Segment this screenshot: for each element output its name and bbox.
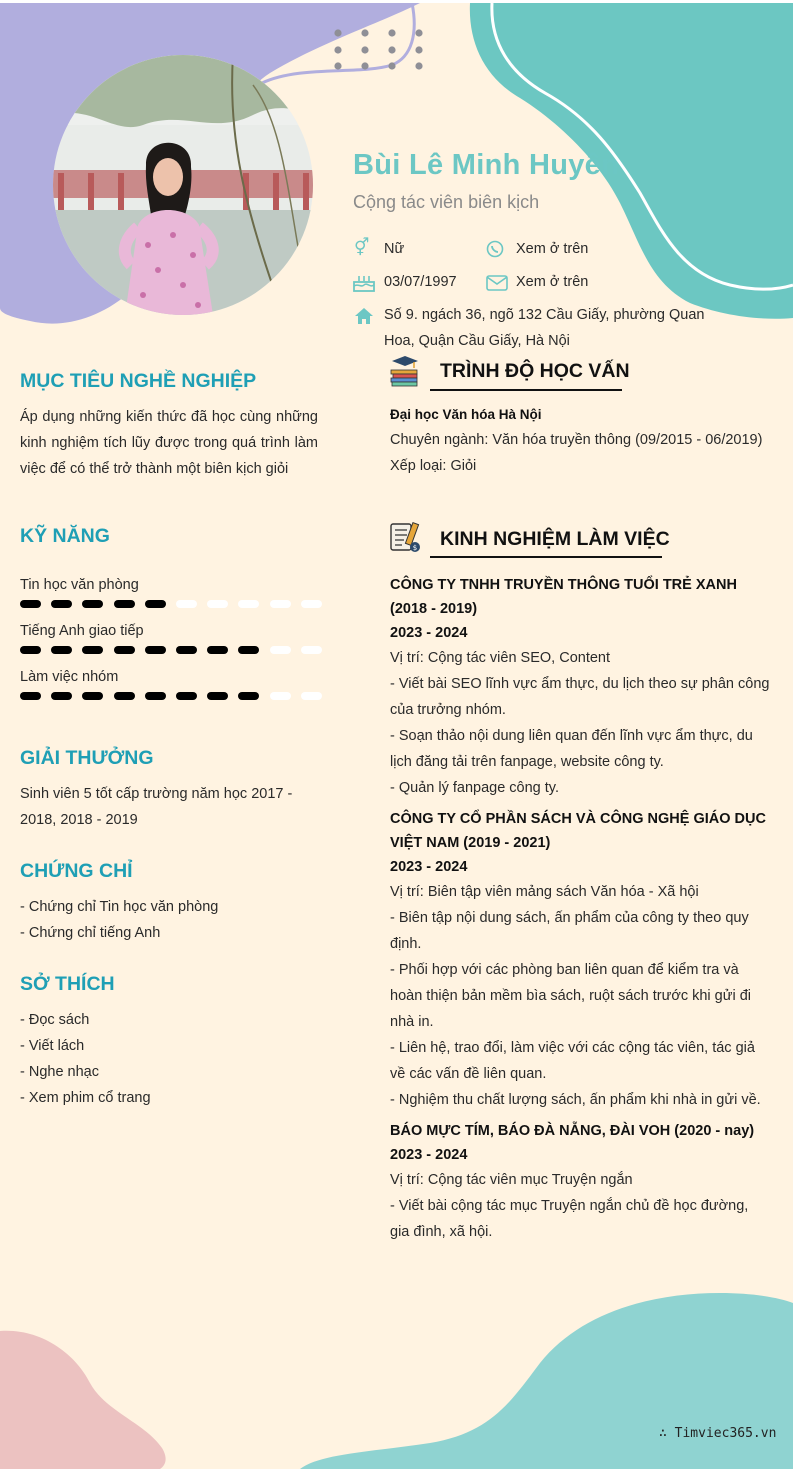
job-years: 2023 - 2024 <box>390 859 468 875</box>
skill-dot-filled <box>20 646 41 654</box>
job-company: BÁO MỰC TÍM, BÁO ĐÀ NẴNG, ĐÀI VOH (2020 - nay) <box>390 1123 755 1139</box>
job-company: CÔNG TY TNHH TRUYỀN THÔNG TUỔI TRẺ XANH (2018 - 2019) <box>390 577 737 617</box>
gender-value: Nữ <box>384 241 405 257</box>
objective-title: MỤC TIÊU NGHỀ NGHIỆP <box>20 370 257 392</box>
skill-dot-filled <box>145 692 166 700</box>
education-underline <box>430 389 622 391</box>
skill-dot-filled <box>114 600 135 608</box>
envelope-icon <box>486 269 508 295</box>
skill-dot-empty <box>301 692 322 700</box>
job-item <box>390 1119 770 1245</box>
home-icon <box>354 302 374 328</box>
skill-name: Tin học văn phòng <box>20 577 139 593</box>
notebook-icon <box>388 519 422 553</box>
skill-dot-empty <box>270 600 291 608</box>
skill-dot-filled <box>176 692 197 700</box>
job-line: - Viết bài SEO lĩnh vực ẩm thực, du lịch theo sự phân công của trưởng nhóm. <box>390 676 770 718</box>
school-name: Đại học Văn hóa Hà Nội <box>390 407 542 422</box>
skill-dot-empty <box>238 600 259 608</box>
skill-dot-filled <box>207 646 228 654</box>
skill-dot-filled <box>145 600 166 608</box>
job-company: CÔNG TY CỔ PHẦN SÁCH VÀ CÔNG NGHỆ GIÁO DỤC VIỆT NAM (2019 - 2021) <box>390 811 766 851</box>
skill-name: Tiếng Anh giao tiếp <box>20 623 144 639</box>
skill-name: Làm việc nhóm <box>20 669 119 685</box>
skill-dot-filled <box>145 646 166 654</box>
job-line: - Liên hệ, trao đổi, làm việc với các cộng tác viên, tác giả về các vấn đề liên quan. <box>390 1040 755 1082</box>
skill-dot-filled <box>82 646 103 654</box>
skill-dot-filled <box>51 646 72 654</box>
gender-icon: ⚥ <box>354 238 370 257</box>
education-title: TRÌNH ĐỘ HỌC VẤN <box>440 360 630 382</box>
job-item <box>390 807 770 1113</box>
job-line: Vị trí: Biên tập viên mảng sách Văn hóa - Xã hội <box>390 884 699 900</box>
job-line: - Nghiệm thu chất lượng sách, ấn phẩm khi nhà in gửi về. <box>390 1092 761 1108</box>
skill-rating <box>20 597 320 611</box>
skill-dot-filled <box>82 600 103 608</box>
skill-dot-filled <box>176 646 197 654</box>
skill-dot-filled <box>207 692 228 700</box>
skill-dot-filled <box>238 692 259 700</box>
skill-dot-empty <box>301 600 322 608</box>
birthday-value: 03/07/1997 <box>384 274 457 290</box>
skill-dot-empty <box>207 600 228 608</box>
cv-page <box>0 3 793 1469</box>
certificates-title: CHỨNG CHỈ <box>20 860 133 882</box>
candidate-name: Bùi Lê Minh Huyền <box>353 149 620 181</box>
education-major: Chuyên ngành: Văn hóa truyền thông (09/2015 - 06/2019) <box>390 432 763 448</box>
whatsapp-icon <box>486 235 504 261</box>
skill-rating <box>20 689 320 703</box>
hobby-item: - Nghe nhạc <box>20 1064 99 1080</box>
books-icon <box>388 353 422 387</box>
job-item <box>390 573 770 801</box>
job-line: - Biên tập nội dung sách, ấn phẩm của công ty theo quy định. <box>390 910 749 952</box>
experience-list <box>390 573 770 1245</box>
skill-dot-filled <box>51 692 72 700</box>
job-years: 2023 - 2024 <box>390 625 468 641</box>
skill-dot-empty <box>301 646 322 654</box>
cake-icon <box>353 269 375 295</box>
job-line: - Viết bài cộng tác mục Truyện ngắn chủ đề học đường, gia đình, xã hội. <box>390 1198 749 1240</box>
svg-text:$: $ <box>412 544 418 552</box>
experience-title: KINH NGHIỆM LÀM VIỆC <box>440 528 670 550</box>
awards-text: Sinh viên 5 tốt cấp trường năm học 2017 - 2018, 2018 - 2019 <box>20 786 293 828</box>
education-grade: Xếp loại: Giỏi <box>390 458 477 474</box>
certificate-item: - Chứng chỉ Tin học văn phòng <box>20 899 219 915</box>
job-line: - Quản lý fanpage công ty. <box>390 780 560 796</box>
objective-text: Áp dụng những kiến thức đã học cùng những kinh nghiệm tích lũy được trong quá trình làm việc để có thể trở thành một biên kịch giỏi <box>20 409 318 477</box>
job-line: - Phối hợp với các phòng ban liên quan để kiểm tra và hoàn thiện bản mềm bìa sách, ruột sách trước khi gửi đi nhà in. <box>390 962 751 1030</box>
hobbies-title: SỞ THÍCH <box>20 973 115 995</box>
skill-dot-filled <box>20 692 41 700</box>
skill-dot-filled <box>114 692 135 700</box>
certificate-item: - Chứng chỉ tiếng Anh <box>20 925 161 941</box>
experience-underline <box>430 556 662 558</box>
job-line: - Soạn thảo nội dung liên quan đến lĩnh vực ẩm thực, du lịch đăng tải trên fanpage, website công ty. <box>390 728 753 770</box>
candidate-role: Cộng tác viên biên kịch <box>353 192 540 212</box>
profile-photo <box>53 55 313 315</box>
hobby-item: - Viết lách <box>20 1038 85 1054</box>
hobby-item: - Xem phim cổ trang <box>20 1090 151 1106</box>
skill-dot-empty <box>176 600 197 608</box>
skill-dot-filled <box>238 646 259 654</box>
job-line: Vị trí: Cộng tác viên mục Truyện ngắn <box>390 1172 633 1188</box>
skill-dot-filled <box>20 600 41 608</box>
skill-dot-empty <box>270 692 291 700</box>
site-credit: ∴ Timviec365.vn <box>659 1426 777 1441</box>
skill-dot-empty <box>270 646 291 654</box>
job-years: 2023 - 2024 <box>390 1147 468 1163</box>
skill-dot-filled <box>114 646 135 654</box>
skill-dot-filled <box>51 600 72 608</box>
address-value: Số 9. ngách 36, ngõ 132 Cầu Giấy, phường Quan Hoa, Quận Cầu Giấy, Hà Nội <box>384 307 705 349</box>
phone-value: Xem ở trên <box>516 241 589 257</box>
hobby-item: - Đọc sách <box>20 1012 90 1028</box>
education-block <box>390 403 770 479</box>
hobbies-list <box>20 1007 318 1111</box>
skill-rating <box>20 643 320 657</box>
skill-dot-filled <box>82 692 103 700</box>
certificates-list <box>20 894 318 946</box>
email-value: Xem ở trên <box>516 274 589 290</box>
skills-title: KỸ NĂNG <box>20 525 110 547</box>
job-line: Vị trí: Cộng tác viên SEO, Content <box>390 650 611 666</box>
awards-title: GIẢI THƯỞNG <box>20 747 154 769</box>
